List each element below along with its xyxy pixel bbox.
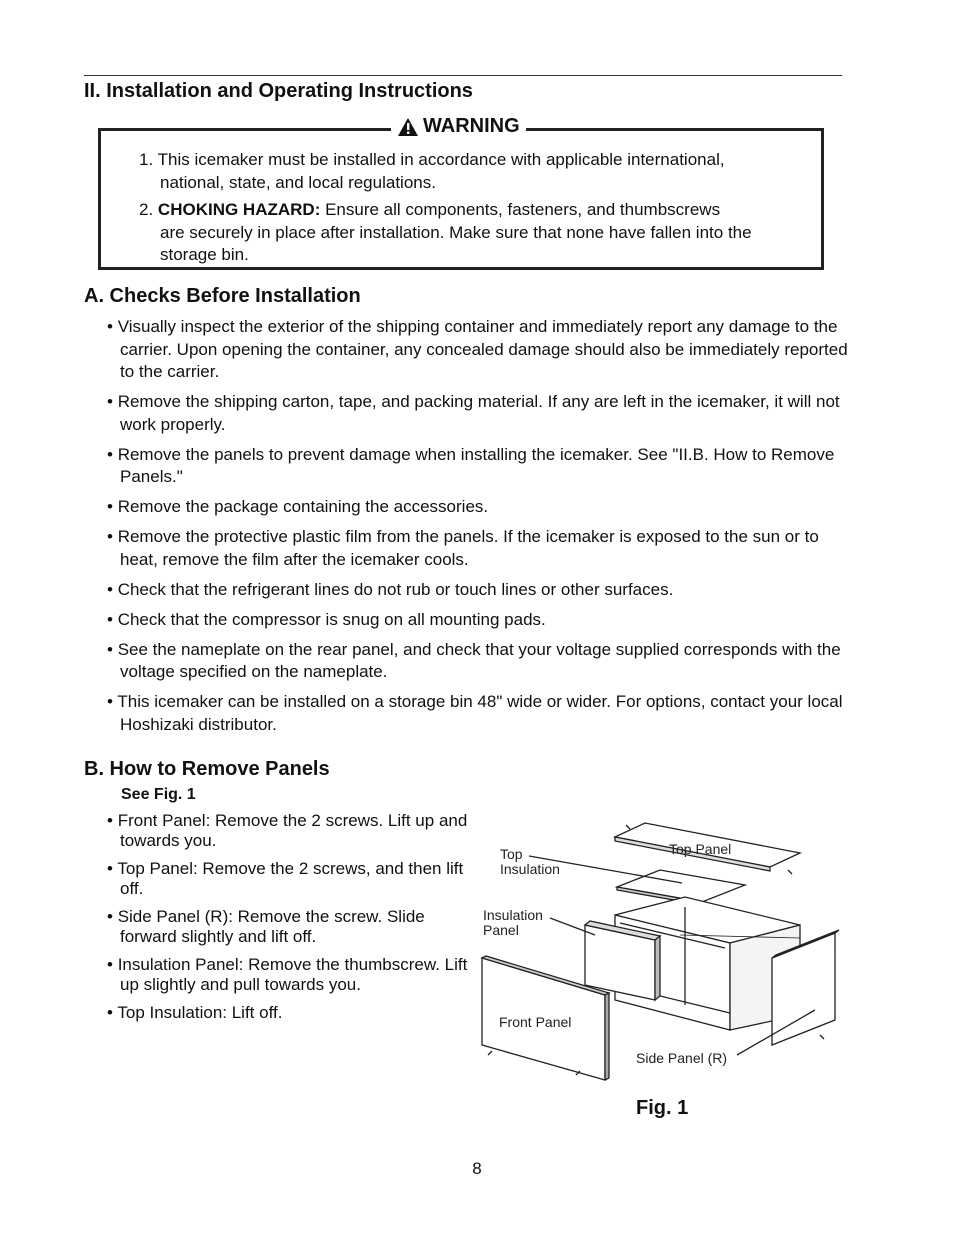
label-top-insulation-1: Top [500, 846, 523, 862]
section-title: II. Installation and Operating Instructions [84, 80, 473, 102]
list-item: • Remove the package containing the accessories. [107, 497, 489, 516]
label-top-insulation-2: Insulation [500, 861, 560, 877]
list-item: • Remove the protective plastic film from the panels. If the icemaker is exposed to the sun or to heat, remove the film after the icemaker cools. [107, 527, 819, 569]
label-top-panel: Top Panel [669, 841, 732, 857]
list-item: • Check that the compressor is snug on all mounting pads. [107, 609, 546, 629]
list-item: • Visually inspect the exterior of the shipping container and immediately report any damage to the carrier. Upon opening the container, any concealed damage should also be immediately reported to the carrier. [107, 317, 848, 381]
section-a-title: A. Checks Before Installation [84, 285, 361, 307]
warning-label: WARNING [391, 115, 526, 138]
section-b-title: B. How to Remove Panels [84, 758, 330, 780]
section-a-list [105, 316, 850, 744]
list-item: • Front Panel: Remove the 2 screws. Lift up and towards you. [107, 811, 468, 850]
warning-triangle-icon [397, 117, 419, 137]
warning-box [98, 115, 824, 270]
section-b-list [105, 811, 475, 1031]
label-side-panel: Side Panel (R) [636, 1050, 728, 1066]
warning-item-1: 1. This icemaker must be installed in accordance with applicable international, national, state, and local regulations. [139, 150, 725, 192]
list-item: • Remove the shipping carton, tape, and packing material. If any are left in the icemaker, it will not work properly. [107, 392, 840, 434]
figure-caption: Fig. 1 [636, 1097, 689, 1119]
list-item: • Check that the refrigerant lines do not rub or touch lines or other surfaces. [107, 579, 674, 599]
page-number: 8 [472, 1159, 482, 1178]
warning-item-2: 2. CHOKING HAZARD: Ensure all components, fasteners, and thumbscrews are securely in place after installation. Make sure that none have fallen into the storage bin. [139, 200, 752, 264]
header-rule [84, 75, 842, 76]
panel-removal-diagram [470, 815, 850, 1090]
list-item: • This icemaker can be installed on a storage bin 48" wide or wider. For options, contact your local Hoshizaki distributor. [107, 692, 843, 734]
list-item: • Side Panel (R): Remove the screw. Slide forward slightly and lift off. [107, 907, 425, 946]
label-insulation-panel-1: Insulation [483, 907, 543, 923]
label-front-panel: Front Panel [499, 1014, 572, 1030]
list-item: • See the nameplate on the rear panel, and check that your voltage supplied corresponds with the voltage specified on the nameplate. [107, 639, 841, 681]
see-fig-reference: See Fig. 1 [121, 786, 196, 803]
list-item: • Top Panel: Remove the 2 screws, and then lift off. [107, 859, 464, 898]
label-insulation-panel-2: Panel [483, 922, 519, 938]
list-item: • Insulation Panel: Remove the thumbscrew. Lift up slightly and pull towards you. [107, 955, 468, 994]
list-item: • Top Insulation: Lift off. [107, 1003, 283, 1022]
list-item: • Remove the panels to prevent damage when installing the icemaker. See "II.B. How to Remove Panels." [107, 444, 835, 486]
